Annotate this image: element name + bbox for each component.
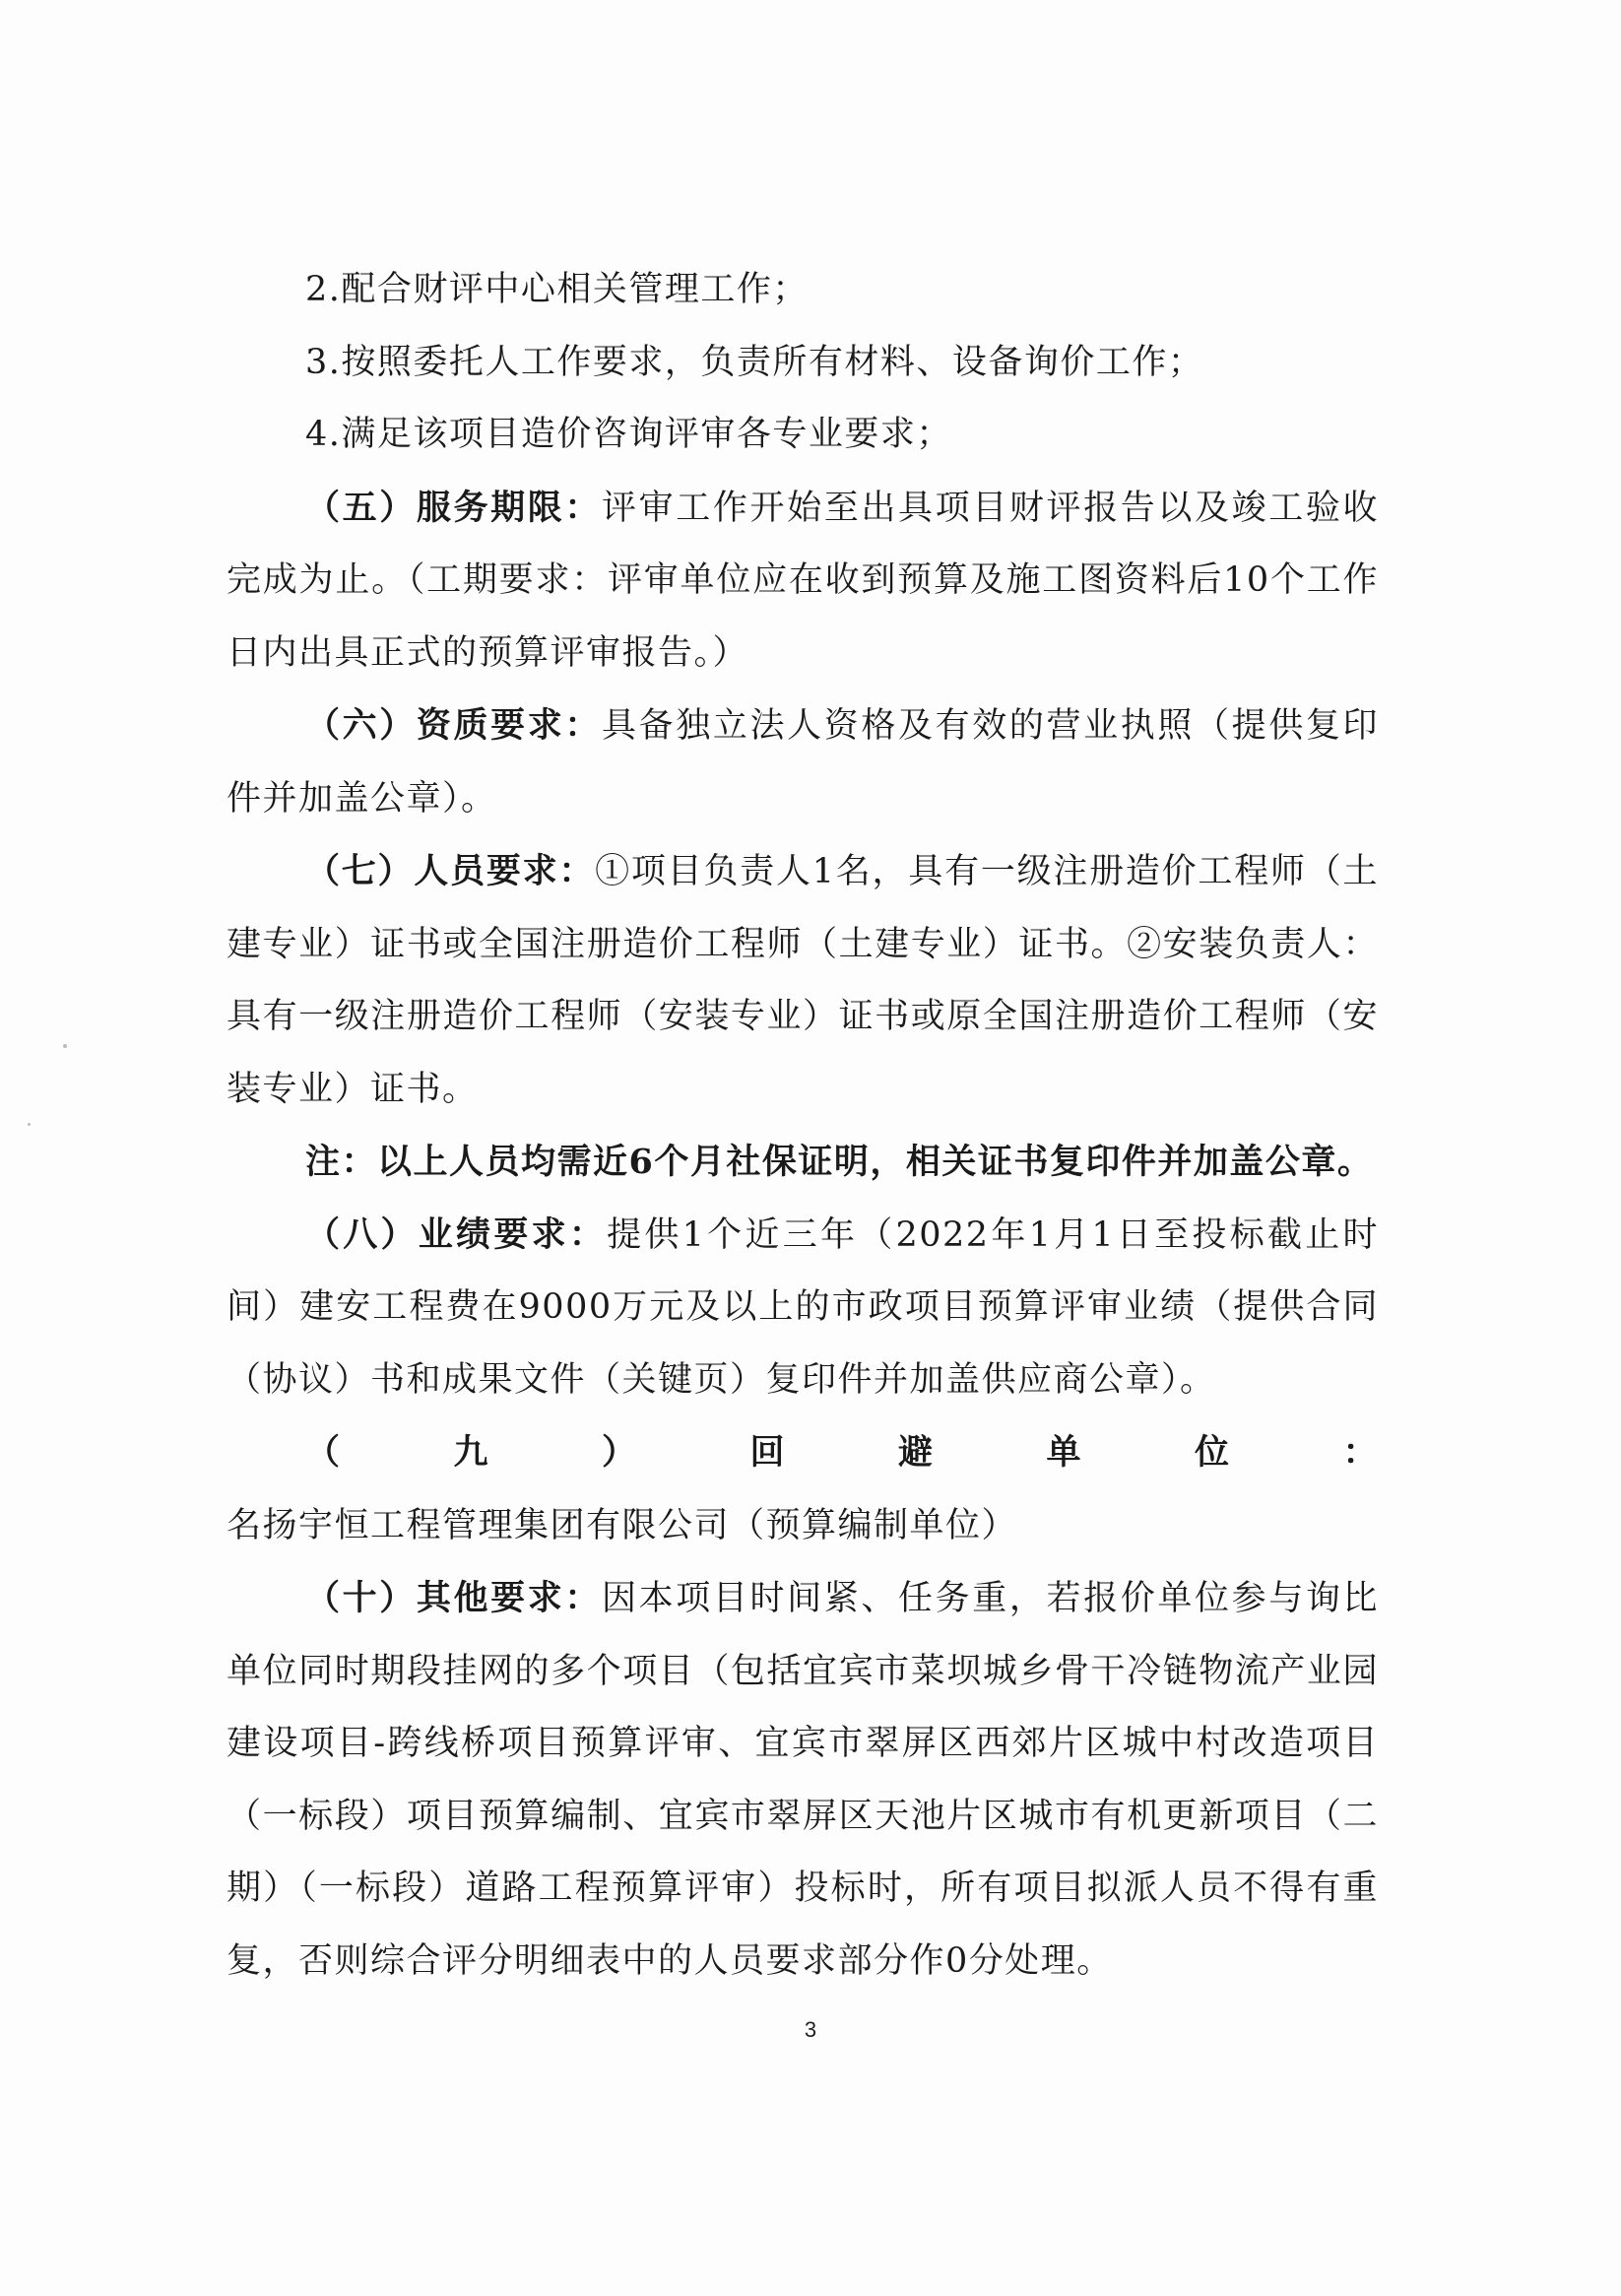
paragraph-item-3: [227, 327, 1379, 400]
document-body: [227, 254, 1379, 1998]
paragraph-text: 评审工作开始至出具项目财评报告以及竣工验收完成为止。（工期要求：评审单位应在收到预算及施工图资料后10个工作日内出具正式的预算评审报告。）: [227, 488, 1379, 673]
paragraph-text: 3.按照委托人工作要求，负责所有材料、设备询价工作；: [305, 342, 1204, 382]
section-heading: （九）回避单位：: [305, 1432, 1379, 1473]
section-heading: （八）业绩要求：: [305, 1214, 608, 1255]
section-heading: （十）其他要求：: [305, 1578, 602, 1618]
paragraph-item-4: [227, 399, 1379, 472]
paragraph-service-period: [227, 472, 1379, 690]
page-number: 3: [804, 2017, 817, 2042]
paragraph-note: [227, 1126, 1379, 1199]
paragraph-text: 因本项目时间紧、任务重，若报价单位参与询比单位同时期段挂网的多个项目（包括宜宾市菜坝城乡骨干冷链物流产业园建设项目-跨线桥项目预算评审、宜宾市翠屏区西郊片区城中村改造项目（一标段）项目预算编制、宜宾市翠屏区天池片区城市有机更新项目（二期）（一标段）道路工程预算评审）投标时，所有项目拟派人员不得有重复，否则综合评分明细表中的人员要求部分作0分处理。: [227, 1579, 1379, 1981]
paragraph-text: 2.配合财评中心相关管理工作；: [305, 270, 809, 309]
paragraph-qualification: [227, 689, 1379, 835]
paragraph-personnel: [227, 835, 1379, 1126]
note-text: 注：以上人员均需近6个月社保证明，相关证书复印件并加盖公章。: [305, 1142, 1374, 1182]
paragraph-avoidance: [227, 1416, 1379, 1562]
paragraph-item-2: [227, 254, 1379, 327]
paragraph-text: 提供1个近三年（2022年1月1日至投标截止时间）建安工程费在9000万元及以上的市政项目预算评审业绩（提供合同（协议）书和成果文件（关键页）复印件并加盖供应商公章）。: [227, 1214, 1379, 1400]
section-heading: （五）服务期限：: [305, 487, 602, 528]
scan-speck: [28, 1123, 31, 1126]
paragraph-other-requirements: [227, 1562, 1379, 1998]
paragraph-performance: [227, 1199, 1379, 1417]
paragraph-text: 具备独立法人资格及有效的营业执照（提供复印件并加盖公章）。: [227, 706, 1379, 819]
section-heading: （六）资质要求：: [305, 705, 602, 746]
paragraph-text: ①项目负责人1名，具有一级注册造价工程师（土建专业）证书或全国注册造价工程师（土建专业）证书。②安装负责人：具有一级注册造价工程师（安装专业）证书或原全国注册造价工程师（安装专业）证书。: [227, 852, 1379, 1109]
scan-speck: [63, 1044, 67, 1048]
paragraph-text: 名扬宇恒工程管理集团有限公司（预算编制单位）: [227, 1505, 1018, 1545]
paragraph-text: 4.满足该项目造价咨询评审各专业要求；: [305, 415, 952, 454]
section-heading: （七）人员要求：: [305, 851, 596, 891]
